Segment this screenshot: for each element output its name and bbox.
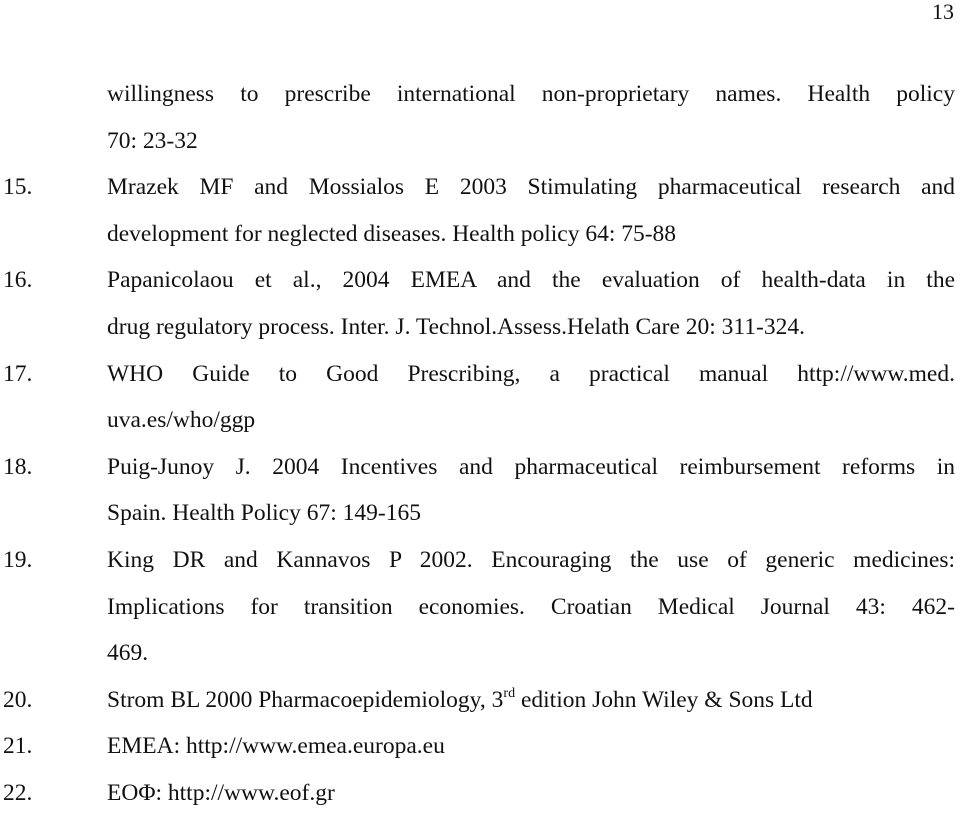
reference-number: 15.	[3, 174, 33, 201]
reference-text: 70: 23-32	[107, 127, 198, 154]
reference-line	[0, 490, 960, 537]
reference-line	[0, 397, 960, 444]
reference-text: Mrazek MF and Mossialos E 2003 Stimulating pharmaceutical research and	[107, 174, 955, 201]
reference-text: uva.es/who/ggp	[107, 407, 256, 434]
reference-line	[0, 257, 960, 304]
reference-text: ΕΟΦ: http://www.eof.gr	[107, 779, 335, 806]
reference-line	[0, 118, 960, 165]
reference-line	[0, 630, 960, 677]
reference-number: 19.	[3, 546, 33, 573]
reference-text: Spain. Health Policy 67: 149-165	[107, 500, 421, 527]
reference-line	[0, 444, 960, 491]
reference-line	[0, 211, 960, 258]
reference-text: Implications for transition economies. Croatian Medical Journal 43: 462-	[107, 593, 955, 620]
reference-line	[0, 723, 960, 770]
reference-number: 22.	[3, 779, 33, 806]
reference-text: drug regulatory process. Inter. J. Technol.Assess.Helath Care 20: 311-324.	[107, 313, 805, 340]
reference-number: 16.	[3, 267, 33, 294]
reference-line	[0, 770, 960, 817]
reference-text: Papanicolaou et al., 2004 EMEA and the evaluation of health-data in the	[107, 267, 955, 294]
reference-number: 17.	[3, 360, 33, 387]
reference-number: 18.	[3, 453, 33, 480]
reference-text-after: edition John Wiley & Sons Ltd	[515, 686, 813, 713]
reference-text: EMEA: http://www.emea.europa.eu	[107, 733, 445, 760]
reference-text	[107, 677, 955, 728]
reference-text-before: Strom BL 2000 Pharmacoepidemiology, 3	[107, 686, 504, 713]
reference-line	[0, 304, 960, 351]
reference-number: 21.	[3, 733, 33, 760]
page-number: 13	[932, 0, 954, 24]
superscript: rd	[503, 685, 516, 701]
reference-text: WHO Guide to Good Prescribing, a practical manual http://www.med.	[107, 360, 955, 387]
reference-line	[0, 164, 960, 211]
reference-line	[0, 537, 960, 584]
reference-list	[0, 71, 960, 817]
reference-text: King DR and Kannavos P 2002. Encouraging the use of generic medicines:	[107, 546, 955, 573]
reference-text: development for neglected diseases. Health policy 64: 75-88	[107, 220, 677, 247]
reference-number: 20.	[3, 686, 33, 713]
reference-line	[0, 351, 960, 398]
reference-line	[0, 584, 960, 631]
reference-line	[0, 677, 960, 724]
reference-line	[0, 71, 960, 118]
reference-text: 469.	[107, 640, 149, 667]
reference-text: Puig-Junoy J. 2004 Incentives and pharmaceutical reimbursement reforms in	[107, 453, 955, 480]
reference-text: willingness to prescribe international non-proprietary names. Health policy	[107, 81, 955, 107]
